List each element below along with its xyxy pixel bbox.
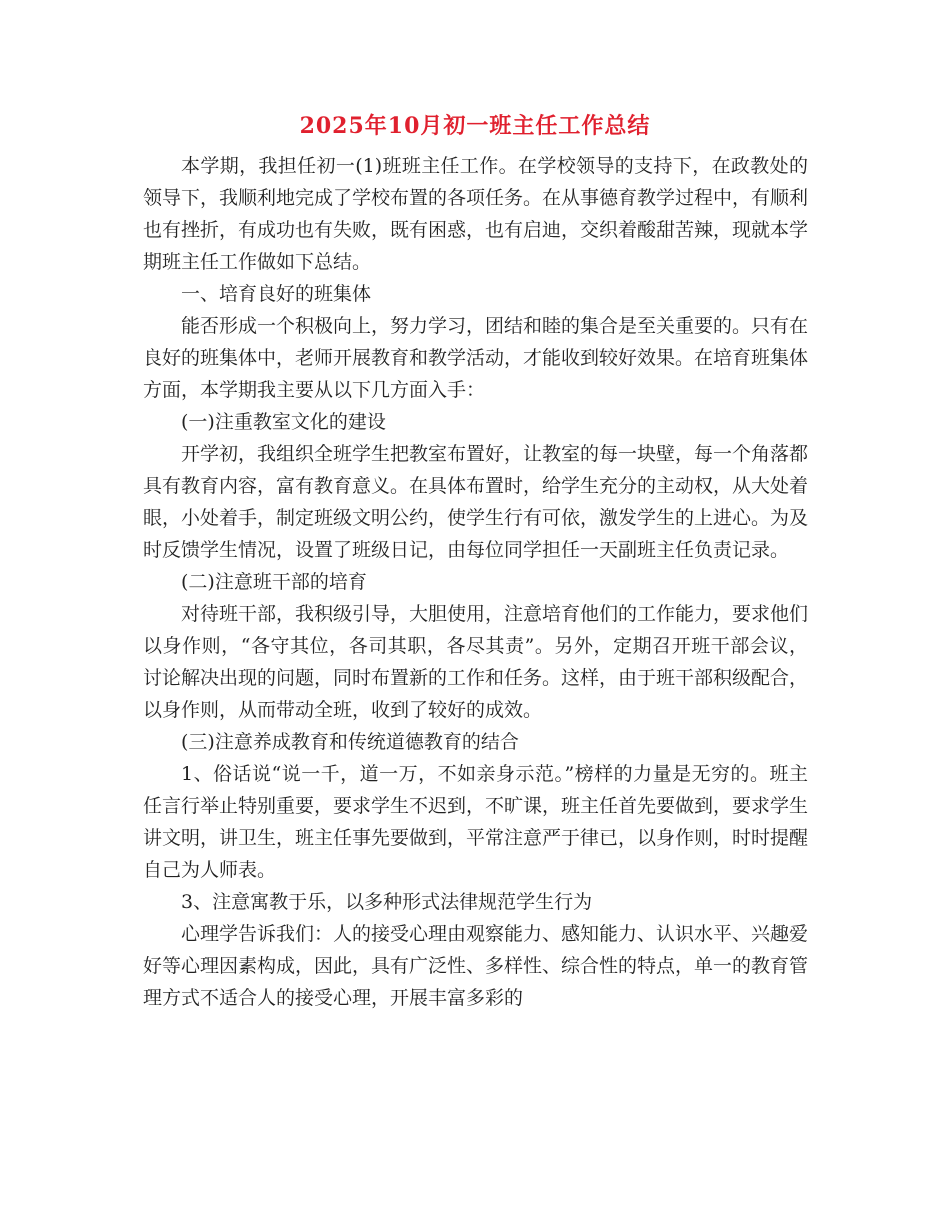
subsection-heading-2: (二)注意班干部的培育 [181, 571, 367, 593]
section-heading-1: 一、培育良好的班集体 [181, 283, 372, 305]
paragraph: 心理学告诉我们：人的接受心理由观察能力、感知能力、认识水平、兴趣爱好等心理因素构成，因此，具有广泛性、多样性、综合性的特点，单一的教育管理方式不适合人的接受心理，开展丰富多彩的 [143, 923, 809, 1009]
paragraph-intro: 本学期，我担任初一(1)班班主任工作。在学校领导的支持下，在政教处的领导下，我顺利地完成了学校布置的各项任务。在从事德育教学过程中，有顺利也有挫折，有成功也有失败，既有困惑，也有启迪，交织着酸甜苦辣，现就本学期班主任工作做如下总结。 [143, 155, 809, 273]
paragraph: 对待班干部，我积级引导，大胆使用，注意培育他们的工作能力，要求他们以身作则，“各守其位，各司其职，各尽其责”。另外，定期召开班干部会议，讨论解决出现的问题，同时布置新的工作和任务。这样，由于班干部积级配合，以身作则，从而带动全班，收到了较好的成效。 [143, 603, 809, 721]
subsection-heading-1: (一)注重教室文化的建设 [181, 411, 386, 433]
document-title: 2025年10月初一班主任工作总结 [299, 113, 651, 139]
item-heading-3: 3、注意寓教于乐，以多种形式法律规范学生行为 [181, 891, 593, 913]
paragraph: 1、俗话说“说一千，道一万，不如亲身示范。”榜样的力量是无穷的。班主任言行举止特别重要，要求学生不迟到，不旷课，班主任首先要做到，要求学生讲文明，讲卫生，班主任事先要做到，平常注意严于律已，以身作则，时时提醒自己为人师表。 [143, 763, 809, 881]
subsection-heading-3: (三)注意养成教育和传统道德教育的结合 [181, 731, 519, 753]
paragraph: 能否形成一个积极向上，努力学习，团结和睦的集合是至关重要的。只有在良好的班集体中，老师开展教育和教学活动，才能收到较好效果。在培育班集体方面，本学期我主要从以下几方面入手： [143, 315, 809, 401]
paragraph: 开学初，我组织全班学生把教室布置好，让教室的每一块壁，每一个角落都具有教育内容，富有教育意义。在具体布置时，给学生充分的主动权，从大处着眼，小处着手，制定班级文明公约，使学生行有可依，激发学生的上进心。为及时反馈学生情况，设置了班级日记，由每位同学担任一天副班主任负责记录。 [143, 443, 809, 561]
document-body [143, 150, 808, 1014]
